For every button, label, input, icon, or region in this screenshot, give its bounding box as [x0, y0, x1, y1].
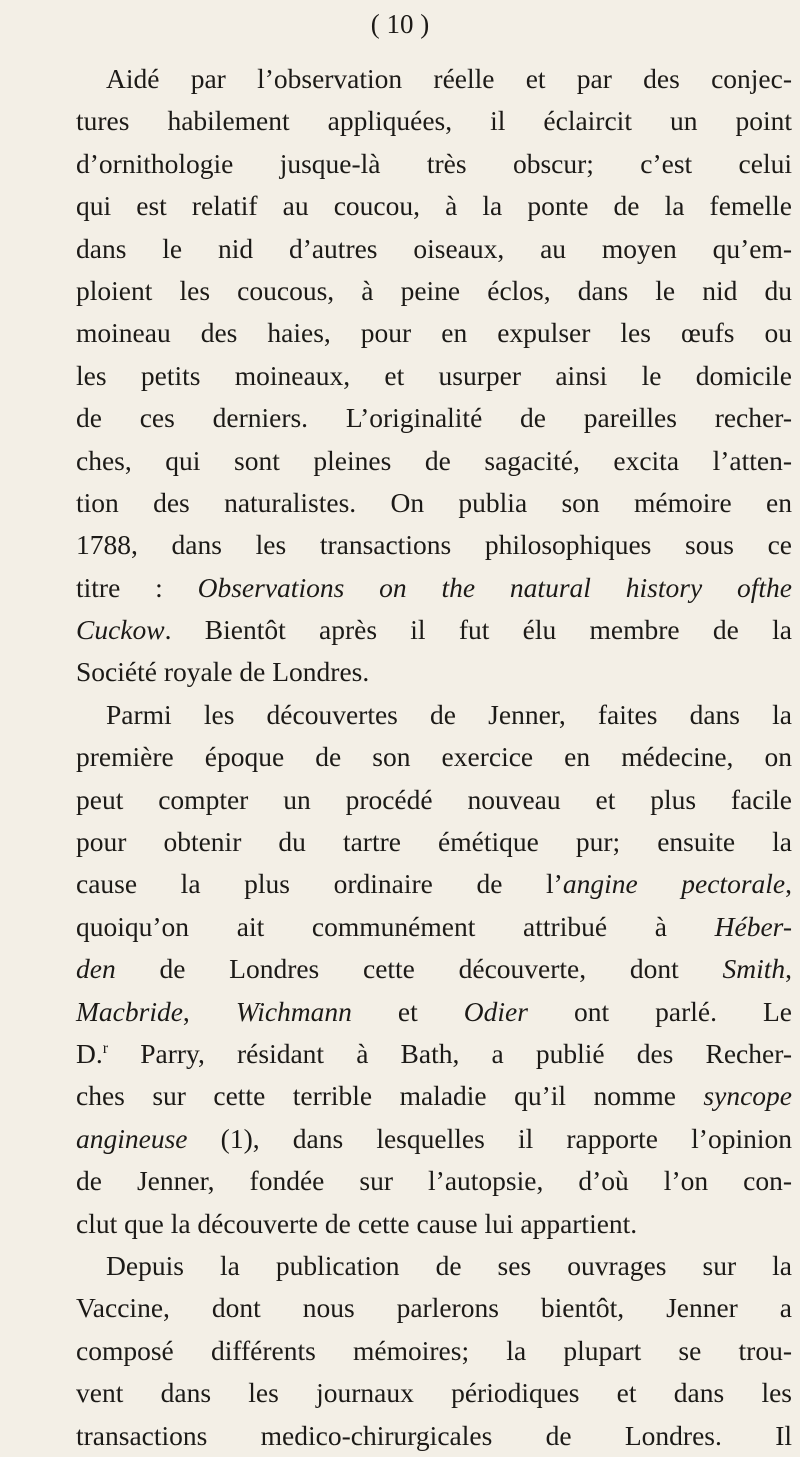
- text-line: qui est relatif au coucou, à la ponte de la femelle: [76, 190, 792, 222]
- text-line: den de Londres cette découverte, dont Smith,: [76, 953, 792, 985]
- term-italic: syncope: [703, 1080, 792, 1112]
- text-line: vent dans les journaux périodiques et dans les: [76, 1377, 792, 1409]
- text-line: titre : Observations on the natural history ofthe: [76, 571, 792, 603]
- text-line: Macbride, Wichmann et Odier ont parlé. Le: [76, 995, 792, 1027]
- text-line: clut que la découverte de cette cause lui appartient.: [76, 1207, 638, 1239]
- text-line: ches, qui sont pleines de sagacité, excita l’atten-: [76, 444, 792, 476]
- name-italic: Odier: [463, 995, 528, 1027]
- text-line: première époque de son exercice en médecine, on: [76, 741, 792, 773]
- text-line: peut compter un procédé nouveau et plus facile: [76, 783, 792, 815]
- text-line: tion des naturalistes. On publia son mémoire en: [76, 486, 792, 518]
- book-title-italic: Observations on the natural history ofthe: [197, 571, 792, 603]
- text-line: Depuis la publication de ses ouvrages sur la: [106, 1249, 792, 1281]
- text-line: les petits moineaux, et usurper ainsi le domicile: [76, 359, 792, 391]
- text-line: cause la plus ordinaire de l’angine pectorale,: [76, 868, 792, 900]
- body-text: [76, 58, 792, 1457]
- text-line: D.$^r$ Parry, résidant à Bath, a publié des Recher-: [76, 1037, 792, 1069]
- paragraph-2: [76, 694, 792, 1245]
- name-italic: Héber-: [714, 910, 792, 942]
- name-italic: Macbride: [76, 995, 183, 1027]
- text-line: dans le nid d’autres oiseaux, au moyen qu’em-: [76, 232, 792, 264]
- text-line: angineuse (1), dans lesquelles il rapporte l’opinion: [76, 1122, 792, 1154]
- text-line: Vaccine, dont nous parlerons bientôt, Jenner a: [76, 1292, 792, 1324]
- name-italic: den: [76, 953, 116, 985]
- name-italic: Wichmann: [235, 995, 352, 1027]
- text-line: Parmi les découvertes de Jenner, faites dans la: [106, 698, 792, 730]
- paragraph-1: [76, 58, 792, 694]
- term-italic: angine pectorale: [562, 868, 786, 900]
- text-line: ches sur cette terrible maladie qu’il nomme syncope: [76, 1080, 792, 1112]
- text-line: de ces derniers. L’originalité de pareilles recher-: [76, 402, 792, 434]
- text-line: Cuckow. Bientôt après il fut élu membre de la: [76, 614, 792, 646]
- text-line: pour obtenir du tartre émétique pur; ensuite la: [76, 826, 792, 858]
- text-line: composé différents mémoires; la plupart se trou-: [76, 1334, 792, 1366]
- superscript: r: [102, 1039, 109, 1057]
- term-italic: angineuse: [76, 1122, 188, 1154]
- name-italic: Smith: [722, 953, 786, 985]
- text-line: de Jenner, fondée sur l’autopsie, d’où l’on con-: [76, 1165, 792, 1197]
- text-line: d’ornithologie jusque-là très obscur; c’est celui: [76, 147, 792, 179]
- text-line: transactions medico-chirurgicales de Londres. Il: [76, 1419, 792, 1451]
- text-line: quoiqu’on ait communément attribué à Héber-: [76, 910, 792, 942]
- text-line: 1788, dans les transactions philosophiques sous ce: [76, 529, 792, 561]
- text-line: Aidé par l’observation réelle et par des conjec-: [106, 63, 792, 94]
- text-line: Société royale de Londres.: [76, 656, 370, 688]
- paragraph-3: [76, 1245, 792, 1457]
- page-number: ( 10 ): [370, 9, 430, 39]
- text-line: ploient les coucous, à peine éclos, dans le nid du: [76, 274, 792, 306]
- book-title-italic: Cuckow: [76, 614, 165, 646]
- text-line: tures habilement appliquées, il éclaircit un point: [76, 105, 792, 137]
- text-line: moineau des haies, pour en expulser les œufs ou: [76, 317, 792, 349]
